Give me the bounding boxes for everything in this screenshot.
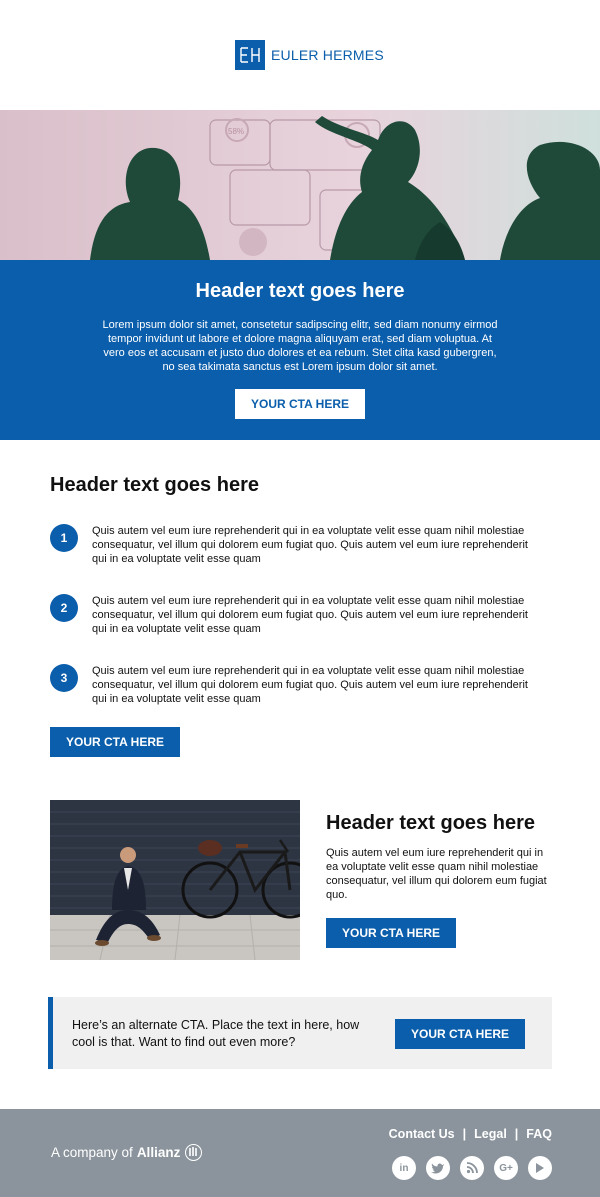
company-name: Allianz [136, 1145, 181, 1160]
footer-link-faq[interactable]: FAQ [526, 1127, 552, 1141]
hero-banner [0, 260, 600, 440]
footer-link-separator: | [462, 1127, 467, 1141]
logo-text: EULER HERMES [271, 47, 384, 63]
steps-title: Header text goes here [50, 474, 259, 496]
footer-link-separator: | [514, 1127, 519, 1141]
steps-cta-button[interactable]: YOUR CTA HERE [50, 727, 180, 757]
footer [0, 1109, 600, 1197]
footer-links [389, 1127, 552, 1141]
allianz-eagle-icon [185, 1144, 202, 1161]
euler-hermes-logo[interactable] [235, 40, 384, 70]
twitter-icon[interactable] [426, 1156, 450, 1180]
footer-link-legal[interactable]: Legal [474, 1127, 507, 1141]
step-text: Quis autem vel eum iure reprehenderit qui in ea voluptate velit esse quam nihil molestiae consequatur, vel illum qui dolorem eum fugiat quo. Quis autem vel eum iure reprehenderit qui in ea voluptate velit esse quam [92, 525, 528, 565]
step-number-badge: 1 [50, 524, 78, 552]
step-number-badge: 3 [50, 664, 78, 692]
allianz-company-mark [51, 1144, 202, 1161]
alternate-cta-button[interactable]: YOUR CTA HERE [395, 1019, 525, 1049]
google-plus-icon[interactable]: G+ [494, 1156, 518, 1180]
youtube-play-icon[interactable] [528, 1156, 552, 1180]
hero-body: Lorem ipsum dolor sit amet, consetetur sadipscing elitr, sed diam nonumy eirmod tempor invidunt ut labore et dolore magna aliquyam erat, sed diam voluptua. At vero eos et accusam et justo duo dolores et ea rebum. Stet clita kasd gubergren, no sea takimata sanctus est Lorem ipsum dolor sit amet. [102, 319, 498, 373]
svg-text:58%: 58% [228, 127, 245, 136]
feature-title: Header text goes here [326, 812, 535, 834]
logo-bar [0, 0, 600, 110]
feature-body: Quis autem vel eum iure reprehenderit qui in ea voluptate velit esse quam nihil molestiae consequatur, vel illum qui dolorem eum fugiat quo. [326, 847, 547, 901]
logo-mark-icon [235, 40, 265, 70]
step-text: Quis autem vel eum iure reprehenderit qui in ea voluptate velit esse quam nihil molestiae consequatur, vel illum qui dolorem eum fugiat quo. Quis autem vel eum iure reprehenderit qui in ea voluptate velit esse quam [92, 595, 528, 635]
hero-image [0, 110, 600, 260]
alternate-cta-box [48, 997, 552, 1069]
footer-link-contact-us[interactable]: Contact Us [388, 1127, 455, 1141]
step-number-badge: 2 [50, 594, 78, 622]
rss-icon[interactable] [460, 1156, 484, 1180]
hero-title: Header text goes here [195, 280, 405, 302]
feature-cta-button[interactable]: YOUR CTA HERE [326, 918, 456, 948]
hero-cta-button[interactable]: YOUR CTA HERE [235, 389, 365, 419]
company-prefix: A company of [51, 1145, 133, 1160]
linkedin-icon[interactable]: in [392, 1156, 416, 1180]
social-links [392, 1156, 552, 1180]
feature-image [50, 800, 300, 960]
step-text: Quis autem vel eum iure reprehenderit qui in ea voluptate velit esse quam nihil molestiae consequatur, vel illum qui dolorem eum fugiat quo. Quis autem vel eum iure reprehenderit qui in ea voluptate velit esse quam [92, 665, 528, 705]
alternate-cta-text: Here’s an alternate CTA. Place the text in here, how cool is that. Want to find out even more? [72, 1018, 360, 1049]
